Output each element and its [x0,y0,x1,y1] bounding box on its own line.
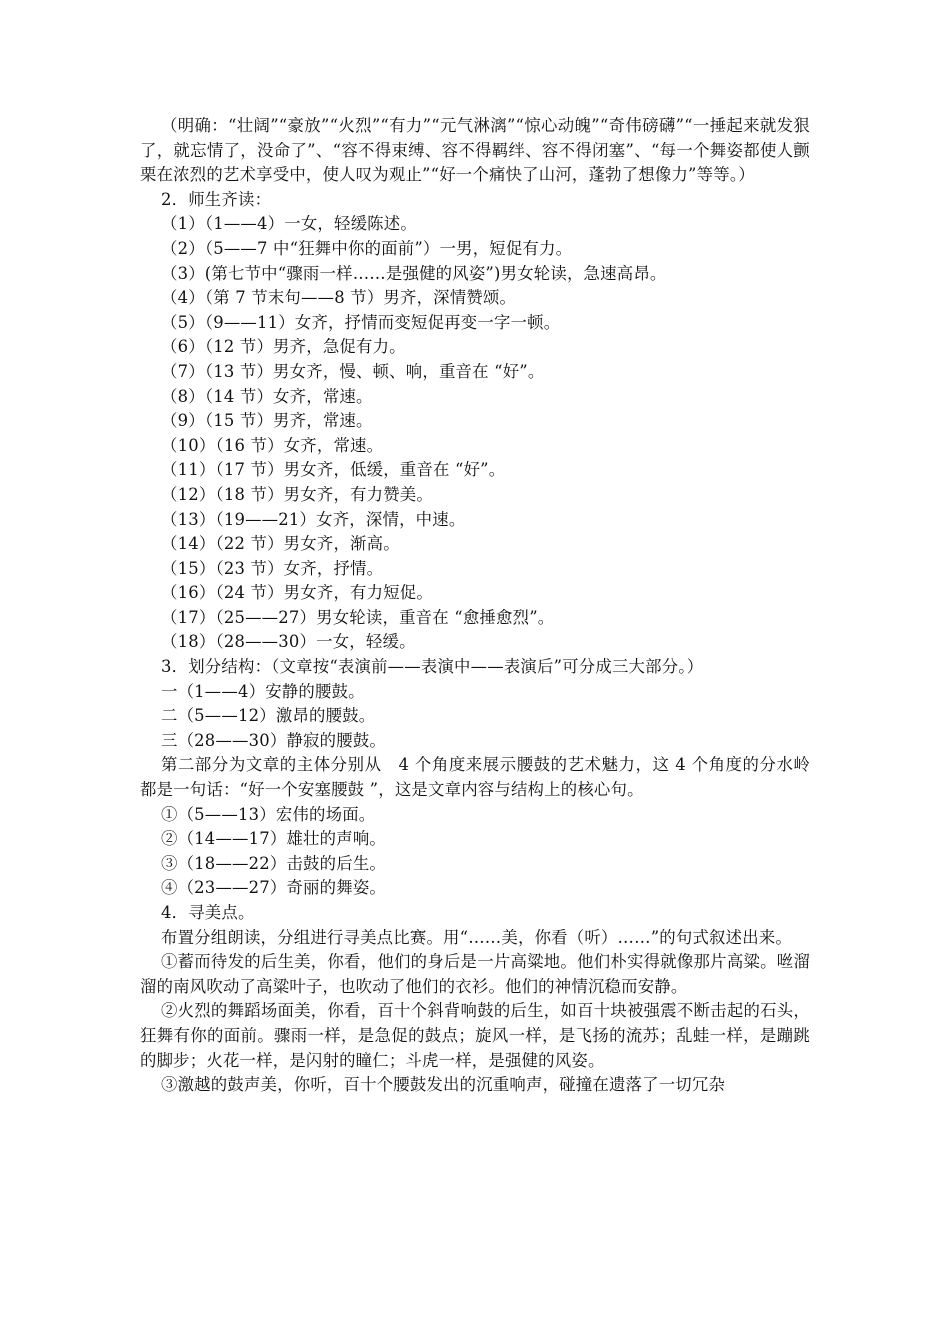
reading-item: （3）(第七节中“骤雨一样……是强健的风姿”)男女轮读，急速高昂。 [161,263,667,283]
reading-item: （10）（16 节）女齐，常速。 [161,435,384,455]
heading-reading: 2．师生齐读： [161,189,272,209]
structure-item: 二（5——12）激昂的腰鼓。 [161,706,376,726]
reading-item: （7）（13 节）男女齐，慢、顿、响，重音在 “好”。 [161,361,545,381]
reading-item: （2）（5——7 中“狂舞中你的面前”）一男，短促有力。 [161,238,573,258]
reading-item: （6）（12 节）男齐，急促有力。 [161,337,406,357]
beauty-item: ①蓄而待发的后生美，你看，他们的身后是一片高粱地。他们朴实得就像那片高粱。咝溜溜的南风吹动了高粱叶子，也吹动了他们的衣衫。他们的神情沉稳而安静。 [140,952,810,996]
reading-item: （13）（19——21）女齐，深情，中速。 [161,509,466,529]
angle-item: ①（5——13）宏伟的场面。 [161,804,376,824]
reading-item: （12）（18 节）男女齐，有力赞美。 [161,484,433,504]
reading-item: （1）（1——4）一女，轻缓陈述。 [161,214,417,234]
structure-item: 三（28——30）静寂的腰鼓。 [161,730,387,750]
reading-item: （17）（25——27）男女轮读，重音在 “愈捶愈烈”。 [161,607,555,627]
beauty-item: ③激越的鼓声美，你听，百十个腰鼓发出的沉重响声，碰撞在遗落了一切冗杂 [161,1075,726,1095]
reading-item: （16）（24 节）男女齐，有力短促。 [161,583,433,603]
reading-item: （4）（第 7 节末句——8 节）男齐，深情赞颂。 [161,288,517,308]
heading-structure: 3．划分结构：（文章按“表演前——表演中——表演后”可分成三大部分。） [161,657,704,677]
document-body [140,114,810,1098]
angle-item: ④（23——27）奇丽的舞姿。 [161,878,387,898]
reading-item: （18）（28——30）一女，轻缓。 [161,632,416,652]
angle-item: ②（14——17）雄壮的声响。 [161,829,387,849]
reading-item: （9）（15 节）男齐，常速。 [161,411,373,431]
structure-item: 一（1——4）安静的腰鼓。 [161,681,365,701]
paragraph-main-part: 第二部分为文章的主体分别从 4 个角度来展示腰鼓的艺术魅力，这 4 个角度的分水岭都是一句话：“好一个安塞腰鼓 ”，这是文章内容与结构上的核心句。 [140,755,810,800]
paragraph-clarification: （明确：“壮阔”“豪放”“火烈”“有力”“元气淋漓”“惊心动魄”“奇伟磅礴”“一捶起来就发狠了，就忘情了，没命了”、“容不得束缚、容不得羁绊、容不得闭塞”、“每一个舞姿都使人颤栗在浓烈的艺术享受中，使人叹为观止”“好一个痛快了山河，蓬勃了想像力”等等。） [140,116,810,185]
reading-item: （14）（22 节）男女齐，渐高。 [161,534,400,554]
paragraph-instructions: 布置分组朗读，分组进行寻美点比赛。用“……美，你看（听）……”的句式叙述出来。 [161,927,793,947]
reading-item: （11）（17 节）男女齐，低缓，重音在 “好”。 [161,460,506,480]
reading-item: （8）（14 节）女齐，常速。 [161,386,373,406]
reading-item: （5）（9——11）女齐，抒情而变短促再变一字一顿。 [161,312,561,332]
heading-beauty: 4．寻美点。 [161,903,255,922]
beauty-item: ②火烈的舞蹈场面美，你看，百十个斜背响鼓的后生，如百十块被强震不断击起的石头，狂舞有你的面前。骤雨一样，是急促的鼓点；旋风一样，是飞扬的流苏；乱蛙一样，是蹦跳的脚步；火花一样，是闪射的瞳仁；斗虎一样，是强健的风姿。 [140,1001,810,1070]
reading-item: （15）（23 节）女齐，抒情。 [161,558,384,578]
angle-item: ③（18——22）击鼓的后生。 [161,853,387,873]
